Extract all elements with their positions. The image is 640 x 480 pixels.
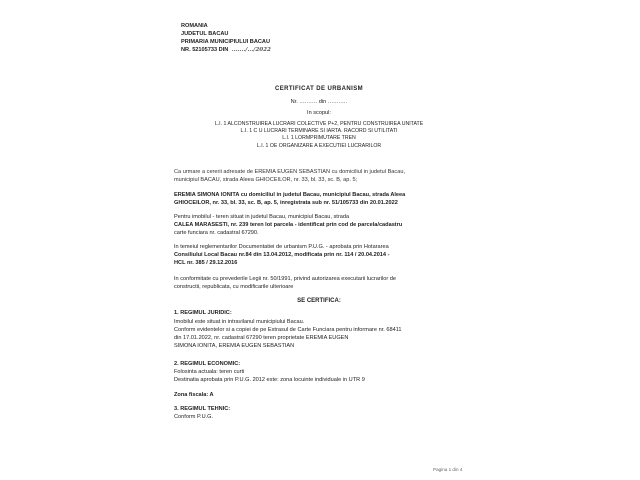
header-institution: PRIMARIA MUNICIPIULUI BACAU <box>181 39 270 45</box>
para2-line-2: CALEA MARASESTI, nr. 239 teren lot parcela - identificat prin cod de parcela/cadastru <box>174 222 403 228</box>
para1-line-4: GHIOCEILOR, nr. 33, bl. 33, sc. B, ap. 5, inregistrata sub nr. 51/105733 din 20.01.2022 <box>174 200 398 206</box>
se-certifica-heading: SE CERTIFICA: <box>297 298 341 304</box>
para4-line-1: In conformitate cu prevederile Legii nr. 50/1991, privind autorizarea executarii lucrarilor de <box>174 276 397 282</box>
section2-line-2: Destinatia aprobata prin P.U.G. 2012 este: zona locuinte individuale in UTR 9 <box>174 377 365 383</box>
section1-line-1: Imobilul este situat in intravilanul municipiului Bacau. <box>174 319 305 325</box>
para1-line-3: EREMIA SIMONA IONITA cu domiciliul in judetul Bacau, municipiul Bacau, strada Aleea <box>174 192 406 198</box>
section1-line-3: din 17.01.2022, nr. cadastral 67290 teren proprietate EREMIA EUGEN <box>174 335 349 341</box>
para2-line-1: Pentru imobilul - teren situat in judetul Bacau, municipiul Bacau, strada <box>174 214 350 220</box>
para3-line-3: HCL nr. 385 / 29.12.2016 <box>174 260 238 266</box>
scope-line-4: L.I. 1 OE ORGANIZARE A EXECUTIEI LUCRARILOR <box>256 143 382 149</box>
handwritten-date: ......./.../2022 <box>229 47 271 53</box>
para2-line-3: carte funciara nr. cadastral 67290. <box>174 230 259 236</box>
handwritten-issue-date: ........... <box>327 99 348 105</box>
header-country: ROMANIA <box>181 23 208 29</box>
number-prefix: Nr. <box>290 99 298 105</box>
header-county: JUDETUL BACAU <box>181 31 229 37</box>
scope-line-3: L.I. 1 LORMPRIMUTARE TREN <box>282 135 356 141</box>
para3-line-2: Consiliului Local Bacau nr.84 din 13.04.2012, modificata prin nr. 114 / 20.04.2014 - <box>174 252 390 258</box>
document-title: CERTIFICAT DE URBANISM <box>274 86 364 92</box>
header-registration-number <box>181 47 271 54</box>
in-scopul-label: In scopul: <box>307 110 331 116</box>
zona-fiscala: Zona fiscala: A <box>174 392 214 398</box>
para3-line-1: In temeiul reglementarilor Documentatiei de urbanism P.U.G. - aprobata prin Hotararea <box>174 244 389 250</box>
footer-page-number: Pagina 1 din 4 <box>433 467 463 472</box>
para1-line-2: municipiul BACAU, strada Aleea GHIOCEILOR, nr. 33, bl. 33, sc. B, ap. 5; <box>174 177 358 183</box>
section2-line-1: Folosinta actuala: teren curti <box>174 369 245 375</box>
section3-line-1: Conform P.U.G. <box>174 414 214 420</box>
section3-title: 3. REGIMUL TEHNIC: <box>174 406 231 412</box>
scope-line-1: L.I. 1 ALCONSTRUIREA LUCRARI COLECTIVE P+2, PENTRU CONSTRUIREA UNITATE <box>214 121 424 127</box>
section1-title: 1. REGIMUL JURIDIC: <box>174 310 232 316</box>
number-middle: din <box>318 99 327 105</box>
section1-line-4: SIMONA IONITA, EREMIA EUGEN SEBASTIAN <box>174 343 295 349</box>
header-registration-label: NR. 52105733 DIN <box>181 47 229 53</box>
section1-line-2: Conform evidentelor si a copiei de pe Extrasul de Carte Funciara pentru informare nr. 68411 <box>174 327 402 333</box>
certificate-number-line <box>148 99 490 106</box>
scope-line-2: L.I. 1 C U LUCRARI TERMINARE SI IARTA. RACORD SI UTILITATI <box>240 128 398 134</box>
section2-title: 2. REGIMUL ECONOMIC: <box>174 361 241 367</box>
para1-line-1: Ca urmare a cererii adresate de EREMIA EUGEN SEBASTIAN cu domiciliul in judetul Bacau, <box>174 169 405 175</box>
para4-line-2: constructii, republicata, cu modificarile ulterioare <box>174 284 294 290</box>
document-page <box>148 0 490 480</box>
handwritten-number: .......... <box>299 99 318 105</box>
